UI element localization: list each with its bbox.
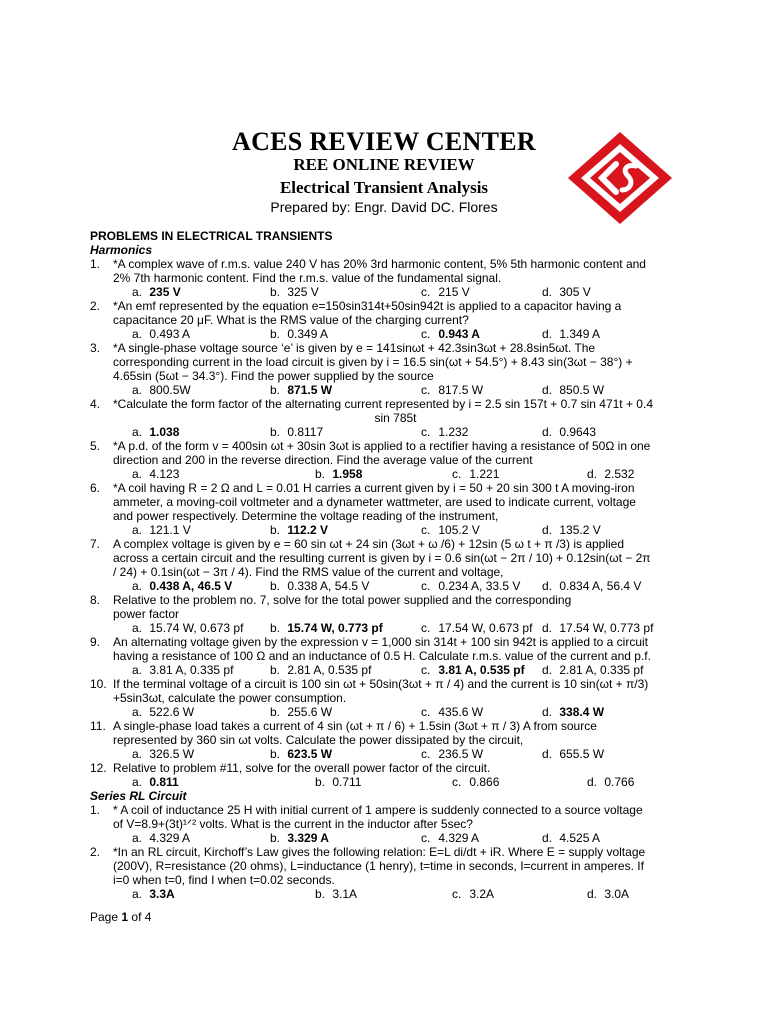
choice-letter: d. xyxy=(542,327,553,341)
choice-letter: b. xyxy=(270,383,281,397)
choice-letter: b. xyxy=(270,831,281,845)
choice-value: 0.943 A xyxy=(438,327,480,341)
choice-letter: a. xyxy=(132,747,143,761)
problem-text-line: / 24) + 0.1sin(ωt − 3π / 4). Find the RMS value of the current and voltage, xyxy=(113,565,504,579)
choice-value: 850.5 W xyxy=(559,383,605,397)
answer-choice xyxy=(270,327,328,341)
choice-value: 623.5 W xyxy=(287,747,333,761)
answer-choice xyxy=(132,621,243,635)
problem-number: 1. xyxy=(90,803,101,817)
choice-value: 1.958 xyxy=(332,467,363,481)
choice-letter: b. xyxy=(270,747,281,761)
problem-item xyxy=(90,677,678,705)
answer-choices xyxy=(90,523,678,537)
choice-value: 2.532 xyxy=(604,467,635,481)
choice-value: 338.4 W xyxy=(559,705,605,719)
choice-value: 817.5 W xyxy=(438,383,484,397)
choice-letter: c. xyxy=(421,747,431,761)
document-topic: Electrical Transient Analysis xyxy=(279,178,489,197)
choice-letter: b. xyxy=(270,285,281,299)
problem-text-line: *A p.d. of the form v = 400sin ωt + 30sin 3ωt is applied to a rectifier having a resistance of 50Ω in one xyxy=(113,439,651,453)
choice-value: 215 V xyxy=(438,285,470,299)
choice-letter: d. xyxy=(542,831,553,845)
answer-choice xyxy=(587,887,629,901)
choice-letter: c. xyxy=(421,621,431,635)
answer-choices xyxy=(90,831,678,845)
choice-letter: c. xyxy=(421,663,431,677)
answer-choice xyxy=(542,327,600,341)
answer-choice xyxy=(421,831,479,845)
choice-value: 3.81 A, 0.535 pf xyxy=(438,663,525,677)
subsection-series-rl: Series RL Circuit xyxy=(90,789,187,803)
choice-letter: a. xyxy=(132,663,143,677)
answer-choices xyxy=(90,467,678,481)
problem-item xyxy=(90,341,678,383)
problem-item xyxy=(90,299,678,327)
choice-value: 1.349 A xyxy=(559,327,601,341)
answer-choice xyxy=(452,467,499,481)
choice-letter: b. xyxy=(270,663,281,677)
problem-text-line: (200V), R=resistance (20 ohms), L=inductance (1 henry), t=time in seconds, I=current in amperes. If xyxy=(113,859,644,873)
answer-choice xyxy=(421,327,480,341)
problem-item xyxy=(90,397,678,425)
choice-letter: d. xyxy=(587,775,598,789)
problem-text-line: *A complex wave of r.m.s. value 240 V has 20% 3rd harmonic content, 5% 5th harmonic content and xyxy=(113,257,646,271)
answer-choice xyxy=(421,383,483,397)
choice-value: 1.232 xyxy=(438,425,469,439)
answer-choice xyxy=(421,663,525,677)
problem-text-line: Relative to the problem no. 7, solve for the total power supplied and the corresponding xyxy=(113,593,572,607)
choice-letter: b. xyxy=(315,467,326,481)
problem-text-line: +5sin3ωt, calculate the power consumption. xyxy=(113,691,347,705)
choice-value: 121.1 V xyxy=(149,523,191,537)
answer-choice xyxy=(270,383,332,397)
answer-choices xyxy=(90,663,678,677)
answer-choice xyxy=(132,523,191,537)
choice-letter: b. xyxy=(315,775,326,789)
answer-choice xyxy=(132,887,175,901)
answer-choice xyxy=(270,285,319,299)
answer-choices xyxy=(90,621,678,635)
answer-choices xyxy=(90,775,678,789)
choice-value: 0.766 xyxy=(604,775,635,789)
answer-choice xyxy=(587,467,634,481)
problem-list xyxy=(90,229,678,901)
answer-choices xyxy=(90,887,678,901)
choice-letter: b. xyxy=(270,327,281,341)
prepared-by: Prepared by: Engr. David DC. Flores xyxy=(270,199,498,215)
answer-choice xyxy=(542,523,601,537)
answer-choice xyxy=(542,705,604,719)
choice-letter: c. xyxy=(452,467,462,481)
footer-page-label: Page xyxy=(90,910,119,924)
choice-value: 3.3A xyxy=(149,887,175,901)
answer-choice xyxy=(270,621,383,635)
problem-item xyxy=(90,481,678,523)
problem-number: 11. xyxy=(90,719,106,733)
choice-value: 112.2 V xyxy=(287,523,329,537)
problem-item xyxy=(90,537,678,579)
answer-choice xyxy=(132,831,190,845)
choice-letter: a. xyxy=(132,621,143,635)
problem-item xyxy=(90,803,678,831)
choice-value: 255.6 W xyxy=(287,705,333,719)
problem-text-line: 2% 7th harmonic content. Find the r.m.s. value of the fundamental signal. xyxy=(113,271,502,285)
answer-choices xyxy=(90,747,678,761)
problem-text-line: capacitance 20 μF. What is the RMS value of the charging current? xyxy=(113,313,469,327)
choice-letter: d. xyxy=(542,579,553,593)
answer-choice xyxy=(132,579,232,593)
choice-value: 3.81 A, 0.335 pf xyxy=(149,663,234,677)
problem-text-line: *An emf represented by the equation e=150sin314t+50sin942t is applied to a capacitor having a xyxy=(113,299,622,313)
choice-value: 0.349 A xyxy=(287,327,329,341)
choice-letter: a. xyxy=(132,523,143,537)
problem-text-line: Relative to problem #11, solve for the overall power factor of the circuit. xyxy=(113,761,491,775)
problem-item xyxy=(90,719,678,747)
choice-letter: a. xyxy=(132,579,143,593)
choice-value: 0.811 xyxy=(149,775,179,789)
answer-choices xyxy=(90,425,678,439)
answer-choice xyxy=(132,467,179,481)
choice-letter: b. xyxy=(270,523,281,537)
answer-choice xyxy=(542,663,643,677)
problem-text-line: ammeter, a moving-coil voltmeter and a dynameter wattmeter, are used to indicate current, voltage xyxy=(113,495,636,509)
answer-choice xyxy=(421,579,520,593)
choice-letter: d. xyxy=(542,621,553,635)
harmonics-problems xyxy=(90,257,678,789)
problem-text-line: and power respectively. Determine the voltage reading of the instrument, xyxy=(113,509,499,523)
answer-choice xyxy=(587,775,634,789)
problem-text-line: across a certain circuit and the resulting current is given by i = 0.6 sin(ωt − 2π / 10) + 0.12sin(ωt − 2π xyxy=(113,551,651,565)
choice-value: 15.74 W, 0.673 pf xyxy=(149,621,244,635)
footer-page-number: 1 xyxy=(121,910,129,924)
choice-value: 800.5W xyxy=(149,383,191,397)
answer-choice xyxy=(270,425,323,439)
choice-value: 0.234 A, 33.5 V xyxy=(438,579,521,593)
document-title: ACES REVIEW CENTER xyxy=(232,127,536,156)
answer-choice xyxy=(421,747,483,761)
answer-choice xyxy=(542,747,604,761)
choice-value: 3.0A xyxy=(604,887,630,901)
choice-letter: c. xyxy=(421,425,431,439)
choice-letter: c. xyxy=(421,327,431,341)
problem-text-line: sin 785t xyxy=(374,411,417,425)
answer-choice xyxy=(270,579,369,593)
problem-text-line: A complex voltage is given by e = 60 sin ωt + 24 sin (3ωt + ω /6) + 12sin (5 ω t + π /3) is applied xyxy=(113,537,625,551)
choice-letter: c. xyxy=(421,579,431,593)
footer-page-total: 4 xyxy=(144,910,152,924)
problem-number: 1. xyxy=(90,257,101,271)
answer-choice xyxy=(542,425,596,439)
subsection-harmonics: Harmonics xyxy=(90,243,153,257)
choice-letter: a. xyxy=(132,831,143,845)
choice-letter: d. xyxy=(542,285,553,299)
choice-value: 871.5 W xyxy=(287,383,333,397)
answer-choice xyxy=(542,579,641,593)
answer-choices xyxy=(90,579,678,593)
choice-value: 522.6 W xyxy=(149,705,195,719)
choice-letter: c. xyxy=(421,383,431,397)
choice-value: 3.2A xyxy=(469,887,495,901)
problem-text-line: direction and 200 in the reverse direction. Find the average value of the current xyxy=(113,453,533,467)
problem-item xyxy=(90,761,678,775)
choice-letter: a. xyxy=(132,705,143,719)
answer-choice xyxy=(542,831,600,845)
problem-number: 8. xyxy=(90,593,101,607)
answer-choice xyxy=(315,887,357,901)
problem-text-line: * A coil of inductance 25 H with initial current of 1 ampere is suddenly connected to a source voltage xyxy=(113,803,643,817)
answer-choice xyxy=(421,285,470,299)
answer-choice xyxy=(270,831,329,845)
problem-number: 9. xyxy=(90,635,101,649)
problem-item xyxy=(90,593,678,621)
choice-letter: c. xyxy=(421,705,431,719)
choice-letter: b. xyxy=(315,887,326,901)
problem-number: 2. xyxy=(90,299,101,313)
choice-letter: d. xyxy=(587,887,598,901)
answer-choice xyxy=(132,383,191,397)
answer-choice xyxy=(542,285,591,299)
problem-item xyxy=(90,439,678,467)
choice-value: 3.1A xyxy=(332,887,358,901)
answer-choice xyxy=(421,705,483,719)
choice-value: 0.8117 xyxy=(287,425,324,439)
choice-value: 17.54 W, 0.773 pf xyxy=(559,621,654,635)
answer-choice xyxy=(421,425,468,439)
answer-choice xyxy=(270,705,332,719)
answer-choice xyxy=(421,621,532,635)
choice-value: 17.54 W, 0.673 pf xyxy=(438,621,533,635)
choice-value: 0.438 A, 46.5 V xyxy=(149,579,233,593)
problem-item xyxy=(90,257,678,285)
answer-choice xyxy=(270,663,371,677)
answer-choice xyxy=(542,621,653,635)
problem-number: 7. xyxy=(90,537,101,551)
choice-value: 2.81 A, 0.535 pf xyxy=(287,663,372,677)
choice-value: 135.2 V xyxy=(559,523,601,537)
page-footer xyxy=(90,910,151,924)
problem-text-line: i=0 when t=0, find I when t=0.02 seconds. xyxy=(113,873,335,887)
answer-choices xyxy=(90,327,678,341)
choice-value: 15.74 W, 0.773 pf xyxy=(287,621,383,635)
answer-choice xyxy=(132,747,194,761)
choice-letter: a. xyxy=(132,327,143,341)
answer-choice xyxy=(452,887,494,901)
choice-value: 325 V xyxy=(287,285,319,299)
choice-letter: a. xyxy=(132,383,143,397)
problem-text-line: A single-phase load takes a current of 4 sin (ωt + π / 6) + 1.5sin (3ωt + π / 3) A from source xyxy=(113,719,597,733)
problem-text-line: corresponding current in the load circuit is given by i = 16.5 sin(ωt + 54.5°) + 8.43 sin(3ωt − 38°) + xyxy=(113,355,633,369)
choice-value: 4.329 A xyxy=(438,831,480,845)
choice-letter: a. xyxy=(132,887,143,901)
choice-letter: d. xyxy=(542,523,553,537)
choice-value: 105.2 V xyxy=(438,523,480,537)
choice-letter: c. xyxy=(421,523,431,537)
answer-choice xyxy=(132,775,179,789)
choice-value: 3.329 A xyxy=(287,831,329,845)
answer-choice xyxy=(315,467,362,481)
problem-text-line: If the terminal voltage of a circuit is 100 sin ωt + 50sin(3ωt + π / 4) and the current is 10 sin(ωt + π/3) xyxy=(113,677,649,691)
answer-choice xyxy=(132,425,179,439)
choice-letter: d. xyxy=(542,663,553,677)
choice-letter: b. xyxy=(270,621,281,635)
choice-letter: b. xyxy=(270,705,281,719)
choice-value: 0.711 xyxy=(332,775,362,789)
footer-of-label: of xyxy=(131,910,142,924)
problem-text-line: *In an RL circuit, Kirchoff’s Law gives the following relation: E=L di/dt + iR. Where E = supply voltage xyxy=(113,845,646,859)
choice-letter: a. xyxy=(132,425,143,439)
series-rl-problems xyxy=(90,803,678,901)
choice-letter: c. xyxy=(421,831,431,845)
choice-value: 305 V xyxy=(559,285,591,299)
answer-choice xyxy=(270,523,328,537)
choice-value: 4.123 xyxy=(149,467,180,481)
choice-value: 435.6 W xyxy=(438,705,484,719)
answer-choices xyxy=(90,705,678,719)
problem-text-line: represented by 360 sin ωt volts. Calculate the power dissipated by the circuit, xyxy=(113,733,524,747)
choice-letter: b. xyxy=(270,579,281,593)
answer-choice xyxy=(132,705,194,719)
choice-value: 0.866 xyxy=(469,775,500,789)
choice-value: 236.5 W xyxy=(438,747,484,761)
answer-choice xyxy=(315,775,361,789)
section-heading: PROBLEMS IN ELECTRICAL TRANSIENTS xyxy=(90,229,333,243)
choice-letter: c. xyxy=(421,285,431,299)
document-subtitle: REE ONLINE REVIEW xyxy=(293,155,475,174)
choice-letter: a. xyxy=(132,285,143,299)
answer-choice xyxy=(132,663,233,677)
problem-text-line: An alternating voltage given by the expression v = 1,000 sin 314t + 100 sin 942t is applied to a circuit xyxy=(113,635,649,649)
problem-number: 2. xyxy=(90,845,101,859)
choice-value: 4.525 A xyxy=(559,831,601,845)
choice-value: 1.038 xyxy=(149,425,180,439)
problem-number: 6. xyxy=(90,481,101,495)
answer-choice xyxy=(132,285,181,299)
problem-text-line: *Calculate the form factor of the alternating current represented by i = 2.5 sin 157t + 0.7 sin 471t + 0.4 xyxy=(113,397,653,411)
problem-text-line: having a resistance of 100 Ω and an inductance of 0.5 H. Calculate r.m.s. value of the current and p.f. xyxy=(113,649,651,663)
answer-choices xyxy=(90,383,678,397)
answer-choice xyxy=(452,775,499,789)
aces-logo xyxy=(566,130,674,226)
problem-number: 3. xyxy=(90,341,101,355)
choice-value: 2.81 A, 0.335 pf xyxy=(559,663,644,677)
choice-letter: c. xyxy=(452,887,462,901)
answer-choices xyxy=(90,285,678,299)
problem-item xyxy=(90,635,678,663)
choice-letter: d. xyxy=(587,467,598,481)
choice-letter: b. xyxy=(270,425,281,439)
answer-choice xyxy=(421,523,480,537)
choice-letter: a. xyxy=(132,775,143,789)
answer-choice xyxy=(132,327,190,341)
problem-text-line: *A coil having R = 2 Ω and L = 0.01 H carries a current given by i = 50 + 20 sin 300 t A moving-iron xyxy=(113,481,635,495)
problem-number: 4. xyxy=(90,397,101,411)
choice-value: 0.493 A xyxy=(149,327,191,341)
problem-text-line: power factor xyxy=(113,607,180,621)
choice-value: 4.329 A xyxy=(149,831,191,845)
problem-number: 12. xyxy=(90,761,107,775)
choice-value: 655.5 W xyxy=(559,747,605,761)
problem-text-line: *A single-phase voltage source ‘e’ is given by e = 141sinωt + 42.3sin3ωt + 28.8sin5ωt. The xyxy=(113,341,596,355)
choice-value: 0.834 A, 56.4 V xyxy=(559,579,642,593)
problem-number: 10. xyxy=(90,677,107,691)
problem-text-line: of V=8.9+(3t)¹ᐟ² volts. What is the current in the inductor after 5sec? xyxy=(113,817,473,831)
choice-value: 1.221 xyxy=(469,467,500,481)
problem-number: 5. xyxy=(90,439,101,453)
choice-letter: d. xyxy=(542,383,553,397)
problem-text-line: 4.65sin (5ωt − 34.3°). Find the power supplied by the source xyxy=(113,369,434,383)
choice-letter: d. xyxy=(542,705,553,719)
choice-value: 235 V xyxy=(149,285,181,299)
choice-value: 0.338 A, 54.5 V xyxy=(287,579,370,593)
choice-letter: c. xyxy=(452,775,462,789)
choice-letter: d. xyxy=(542,425,553,439)
choice-value: 0.9643 xyxy=(559,425,597,439)
answer-choice xyxy=(542,383,604,397)
problem-item xyxy=(90,845,678,887)
choice-value: 326.5 W xyxy=(149,747,195,761)
answer-choice xyxy=(270,747,332,761)
choice-letter: d. xyxy=(542,747,553,761)
choice-letter: a. xyxy=(132,467,143,481)
